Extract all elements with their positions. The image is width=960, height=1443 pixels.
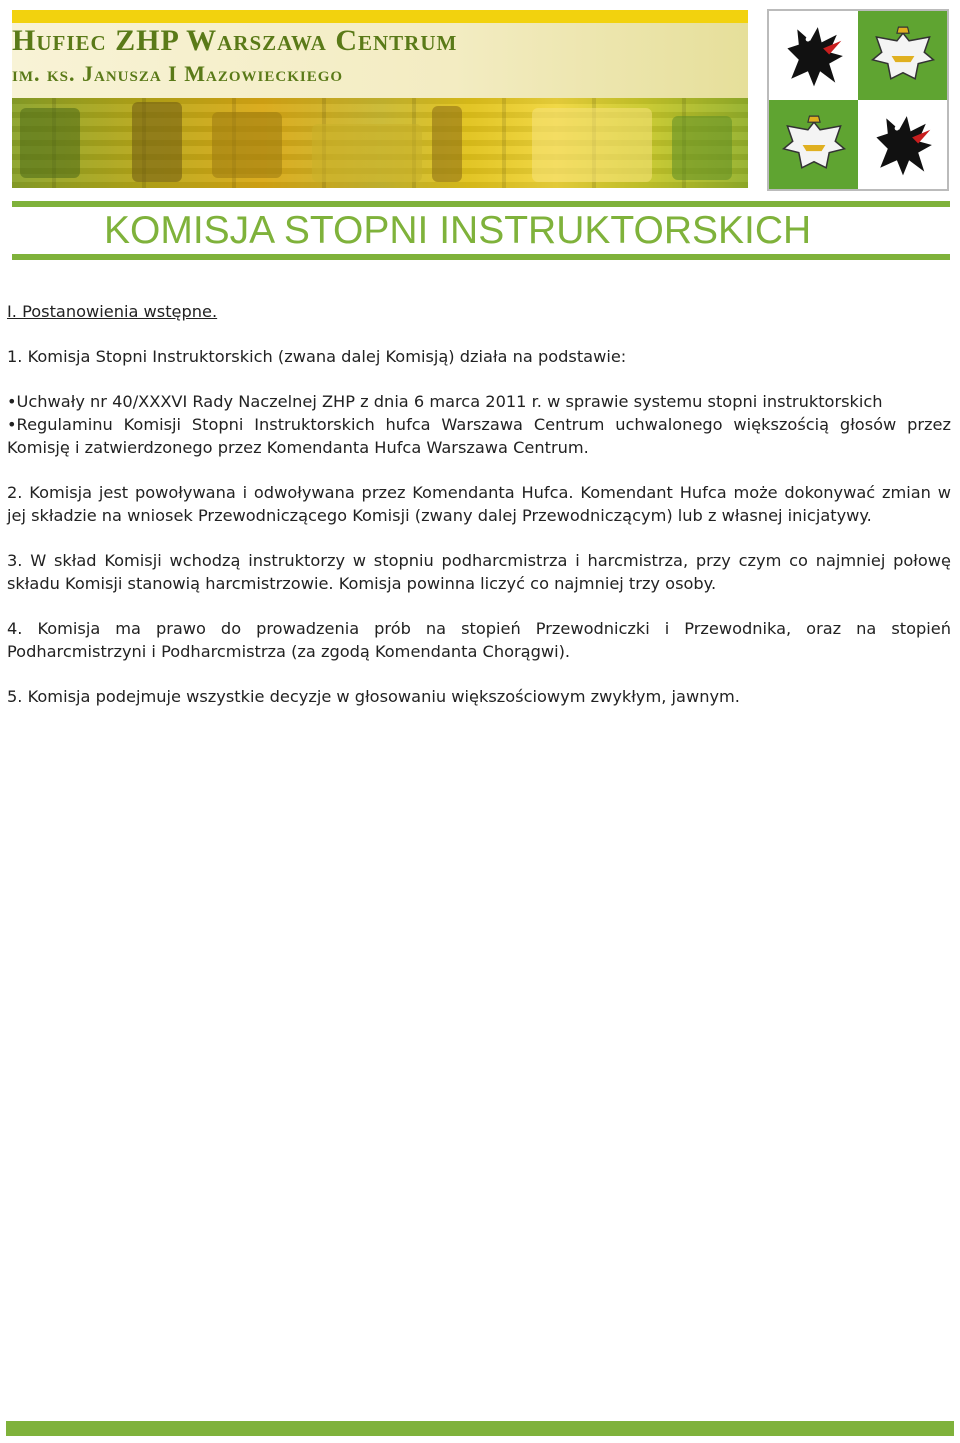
banner-title: Hufiec ZHP Warszawa Centrum: [12, 24, 458, 57]
white-eagle-icon: [776, 107, 852, 183]
list-item: •Uchwały nr 40/XXXVI Rady Naczelnej ZHP z dnia 6 marca 2011 r. w sprawie systemu stopni instruktorskich: [7, 392, 883, 411]
banner-photo-shapes: [12, 98, 748, 188]
paragraph-1: 1. Komisja Stopni Instruktorskich (zwana dalej Komisją) działa na podstawie:: [7, 347, 627, 366]
paragraph-4: 4. Komisja ma prawo do prowadzenia prób na stopień Przewodniczki i Przewodnika, oraz na stopień Podharcmistrzyni i Podharcmistrza (za zgodą Komendanta Chorągwi).: [7, 619, 951, 661]
paragraph-5: 5. Komisja podejmuje wszystkie decyzje w głosowaniu większościowym zwykłym, jawnym.: [7, 687, 740, 706]
crest-quarter-top-left: [769, 11, 858, 100]
crest-quarter-top-right: [858, 11, 947, 100]
headline-bottom-rule: [12, 254, 950, 260]
banner-top-bar: [12, 10, 748, 23]
bullet-list: [7, 390, 951, 459]
header-banner: [12, 10, 748, 188]
white-eagle-icon: [865, 18, 941, 94]
paragraph-3: 3. W skład Komisji wchodzą instruktorzy w stopniu podharcmistrza i harcmistrza, przy czym co najmniej połowę składu Komisji stanowią harcmistrzowie. Komisja powinna liczyć co najmniej trzy osoby.: [7, 551, 951, 593]
crest: [767, 9, 949, 191]
section-heading: I. Postanowienia wstępne.: [7, 302, 218, 321]
crest-quarter-bottom-right: [858, 100, 947, 189]
list-item: •Regulaminu Komisji Stopni Instruktorskich hufca Warszawa Centrum uchwalonego większością głosów przez Komisję i zatwierdzonego przez Komendanta Hufca Warszawa Centrum.: [7, 415, 951, 457]
document-body: [7, 300, 951, 708]
black-dragon-icon: [865, 107, 941, 183]
footer-bar: [6, 1421, 954, 1436]
banner-subtitle: im. ks. Janusza I Mazowieckiego: [12, 61, 344, 86]
page-title: KOMISJA STOPNI INSTRUKTORSKICH: [104, 209, 812, 252]
paragraph-2: 2. Komisja jest powoływana i odwoływana przez Komendanta Hufca. Komendant Hufca może dokonywać zmian w jej składzie na wniosek Przewodniczącego Komisji (zwany dalej Przewodniczącym) lub z własnej inicjatywy.: [7, 483, 951, 525]
crest-quarter-bottom-left: [769, 100, 858, 189]
black-dragon-icon: [776, 18, 852, 94]
